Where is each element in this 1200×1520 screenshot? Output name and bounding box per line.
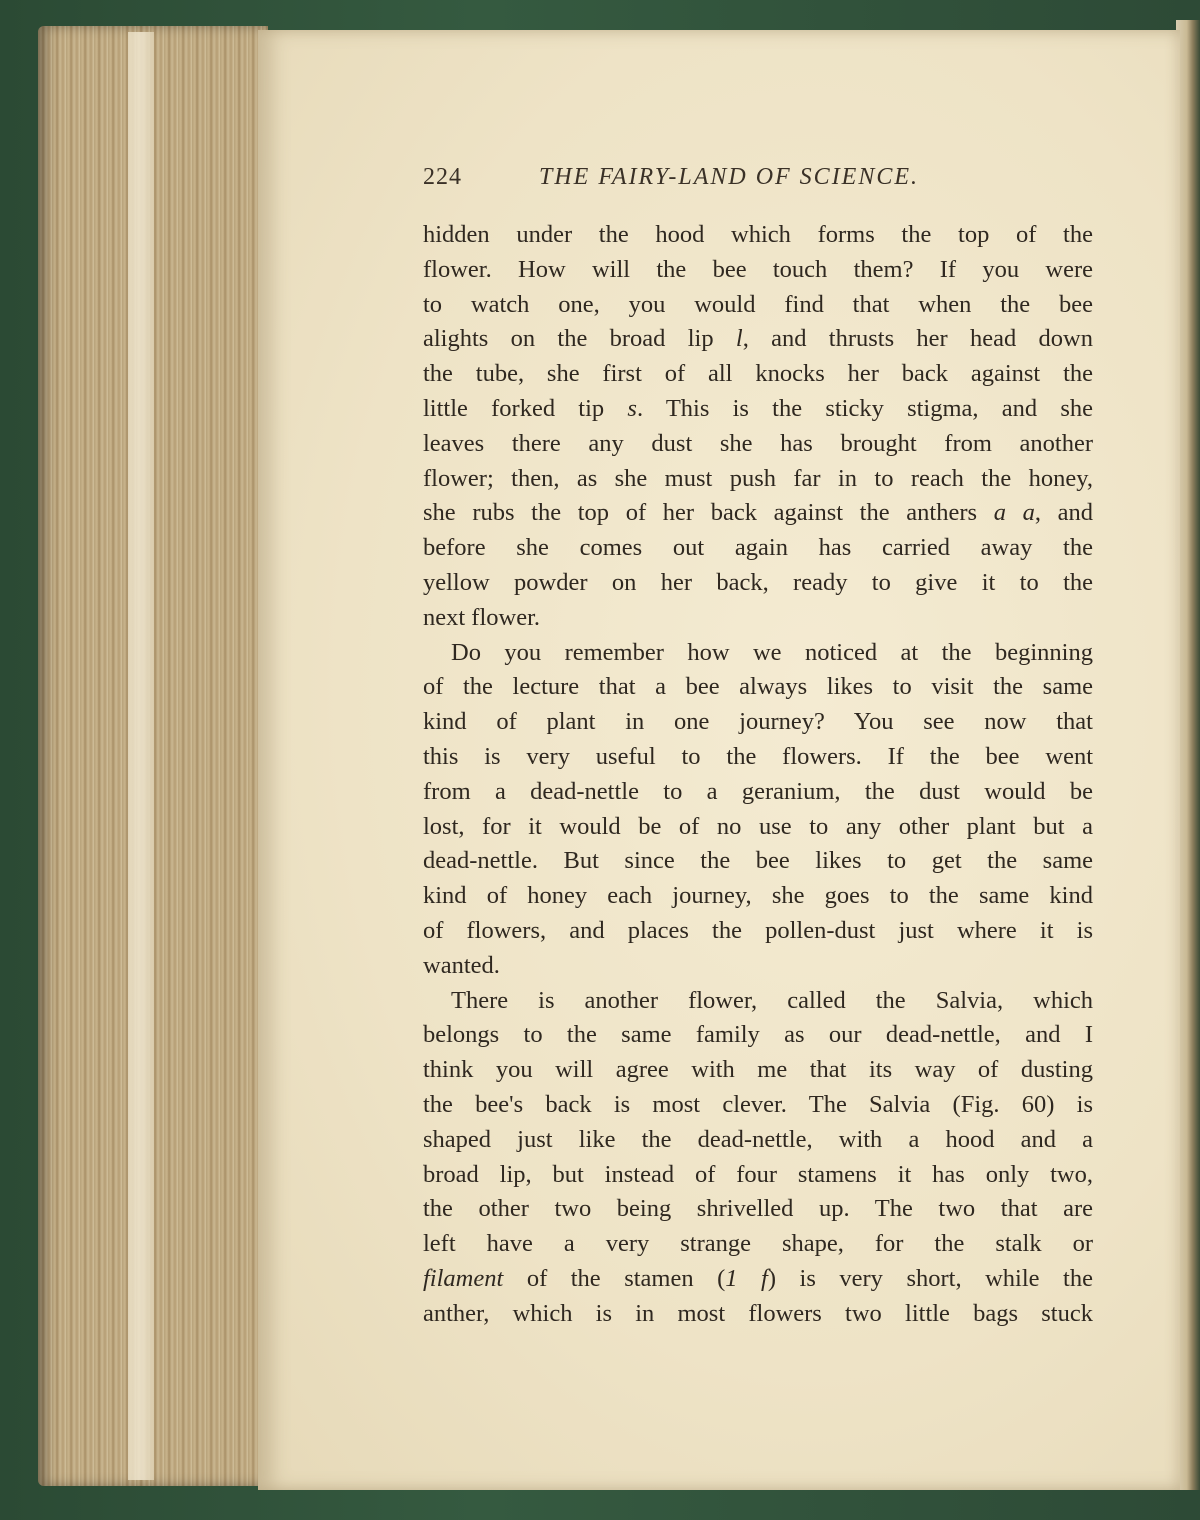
text-line: There is another flower, called the Salvia, which bbox=[451, 986, 1093, 1014]
text-line: broad lip, but instead of four stamens it has only two, bbox=[423, 1160, 1093, 1188]
text-line: lost, for it would be of no use to any other plant but a bbox=[423, 812, 1093, 840]
page-edges-highlight bbox=[128, 32, 154, 1480]
text-line: next flower. bbox=[423, 603, 541, 631]
text-line: the bee's back is most clever. The Salvia (Fig. 60) is bbox=[423, 1090, 1093, 1118]
running-header bbox=[423, 160, 975, 200]
italic-text: 1 f bbox=[725, 1264, 768, 1292]
italic-text: s bbox=[627, 394, 637, 422]
text-line: to watch one, you would find that when the bee bbox=[423, 290, 1093, 318]
italic-text: a a bbox=[993, 499, 1035, 527]
text-line: Do you remember how we noticed at the beginning bbox=[451, 638, 1093, 666]
running-title: THE FAIRY-LAND OF SCIENCE. bbox=[539, 164, 920, 190]
text-line: kind of plant in one journey? You see now that bbox=[423, 708, 1093, 736]
text-line: alights on the broad lip l, and thrusts her head down bbox=[423, 325, 1093, 353]
text-line: the other two being shrivelled up. The two that are bbox=[423, 1195, 1093, 1223]
text-line: yellow powder on her back, ready to give it to the bbox=[423, 568, 1093, 596]
text-line: little forked tip s. This is the sticky stigma, and she bbox=[423, 394, 1094, 422]
text-line: flower; then, as she must push far in to reach the honey, bbox=[423, 464, 1093, 492]
page-number: 224 bbox=[423, 164, 462, 190]
italic-text: filament bbox=[423, 1264, 504, 1292]
text-line: left have a very strange shape, for the stalk or bbox=[423, 1230, 1093, 1258]
text-line: she rubs the top of her back against the anthers a a, and bbox=[423, 499, 1094, 527]
text-line: from a dead-nettle to a geranium, the dust would be bbox=[423, 777, 1093, 805]
text-line: think you will agree with me that its way of dusting bbox=[423, 1056, 1093, 1084]
text-line: anther, which is in most flowers two little bags stuck bbox=[423, 1299, 1093, 1327]
text-line: of the lecture that a bee always likes to visit the same bbox=[423, 673, 1093, 701]
text-line: filament of the stamen (1 f) is very short, while the bbox=[423, 1264, 1093, 1292]
italic-text: l bbox=[735, 325, 743, 353]
text-line: flower. How will the bee touch them? If you were bbox=[423, 255, 1093, 283]
text-line: belongs to the same family as our dead-nettle, and I bbox=[423, 1021, 1093, 1049]
body-text bbox=[423, 218, 1093, 1332]
text-line: wanted. bbox=[423, 951, 500, 979]
text-line: this is very useful to the flowers. If the bee went bbox=[423, 742, 1093, 770]
text-line: the tube, she first of all knocks her back against the bbox=[423, 360, 1093, 388]
text-line: leaves there any dust she has brought from another bbox=[423, 429, 1093, 457]
text-line: of flowers, and places the pollen-dust just where it is bbox=[423, 916, 1093, 944]
text-line: hidden under the hood which forms the top of the bbox=[423, 221, 1093, 248]
text-line: dead-nettle. But since the bee likes to get the same bbox=[423, 847, 1093, 875]
text-line: shaped just like the dead-nettle, with a hood and a bbox=[423, 1125, 1093, 1153]
text-line: before she comes out again has carried away the bbox=[423, 534, 1093, 562]
text-line: kind of honey each journey, she goes to the same kind bbox=[423, 882, 1093, 910]
